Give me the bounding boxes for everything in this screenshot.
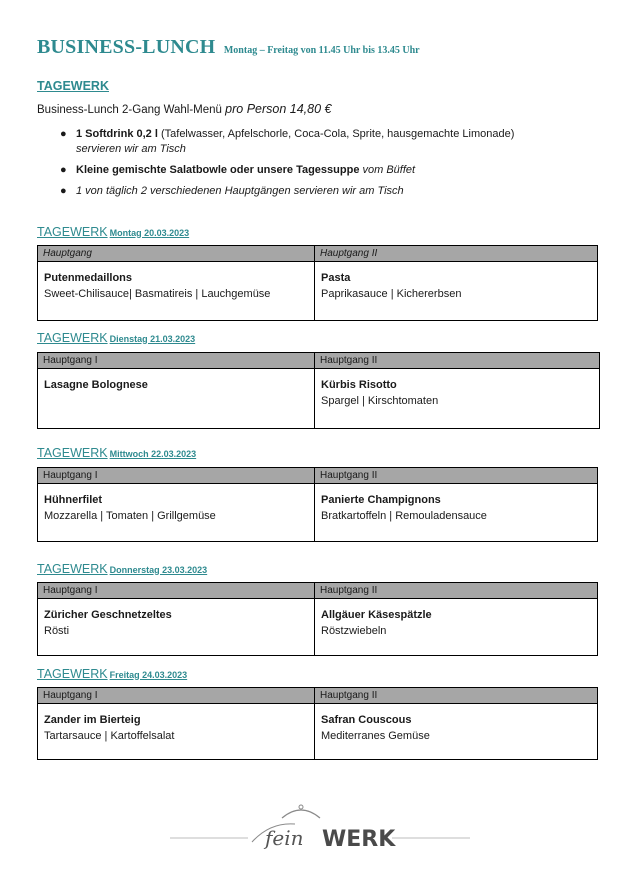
day-heading-monday (37, 223, 189, 241)
table-cell (315, 262, 598, 321)
bullet-italic: vom Büffet (359, 164, 416, 176)
menu-table-tuesday (37, 352, 600, 429)
bullet-dot-icon: ● (60, 185, 67, 197)
dish-sides: Spargel | Kirschtomaten (321, 395, 439, 407)
day-date: Freitag 24.03.2023 (109, 670, 188, 680)
dish-sides: Tartarsauce | Kartoffelsalat (44, 730, 175, 742)
menu-table-friday (37, 687, 598, 760)
menu-table-monday (37, 245, 598, 321)
menu-label: Business-Lunch 2-Gang Wahl-Menü (37, 104, 222, 116)
bullet-normal: (Tafelwasser, Apfelschorle, Coca-Cola, Sprite, hausgemachte Limonade) (157, 128, 515, 140)
bullet-dot-icon: ● (60, 128, 67, 140)
table-cell (38, 369, 315, 429)
dish-sides: Paprikasauce | Kichererbsen (321, 288, 462, 300)
table-header: Hauptgang II (315, 353, 600, 369)
day-heading-text: TAGEWERK (37, 667, 108, 681)
dish-sides: Sweet-Chilisauce| Basmatireis | Lauchgemüse (44, 288, 271, 300)
dish-name: Panierte Champignons (321, 494, 441, 506)
bullet-italic: servieren wir am Tisch (76, 143, 186, 155)
menu-table-wednesday (37, 467, 598, 542)
table-header: Hauptgang I (38, 583, 315, 599)
dish-sides: Röstzwiebeln (321, 625, 387, 637)
day-heading-friday (37, 665, 187, 683)
title-main: BUSINESS-LUNCH (37, 36, 216, 58)
bullet-bold: Kleine gemischte Salatbowle oder unsere Tagessuppe (76, 164, 360, 176)
table-header: Hauptgang II (315, 468, 598, 484)
menu-line (37, 102, 331, 116)
bullet-dot-icon: ● (60, 164, 67, 176)
intro-heading-text: TAGEWERK (37, 79, 109, 93)
table-header: Hauptgang II (315, 246, 598, 262)
day-heading-text: TAGEWERK (37, 225, 108, 239)
table-cell (38, 599, 315, 656)
logo-script-text: fein (265, 826, 304, 850)
day-heading-text: TAGEWERK (37, 562, 108, 576)
bullet-item (60, 163, 580, 178)
table-cell (315, 704, 598, 760)
table-header: Hauptgang I (38, 353, 315, 369)
dish-name: Pasta (321, 272, 351, 284)
table-cell (315, 599, 598, 656)
page-title (37, 36, 420, 59)
day-date: Dienstag 21.03.2023 (109, 334, 196, 344)
day-heading-tuesday (37, 329, 195, 347)
bullet-item (60, 184, 580, 199)
feinwerk-logo (170, 800, 470, 860)
bullet-item (60, 127, 580, 157)
bullet-italic: 1 von täglich 2 verschiedenen Hauptgängen servieren wir am Tisch (76, 185, 404, 197)
cloche-knob-icon (299, 805, 303, 809)
day-heading-text: TAGEWERK (37, 331, 108, 345)
table-cell (38, 704, 315, 760)
table-cell (38, 484, 315, 542)
menu-table-thursday (37, 582, 598, 656)
day-heading-text: TAGEWERK (37, 446, 108, 460)
bullet-list (60, 127, 580, 205)
day-heading-wednesday (37, 444, 196, 462)
dish-sides: Mediterranes Gemüse (321, 730, 430, 742)
dish-sides: Mozzarella | Tomaten | Grillgemüse (44, 510, 216, 522)
title-hours: Montag – Freitag von 11.45 Uhr bis 13.45 Uhr (223, 45, 420, 56)
dish-sides: Rösti (44, 625, 70, 637)
table-header: Hauptgang (38, 246, 315, 262)
table-cell (38, 262, 315, 321)
day-date: Montag 20.03.2023 (109, 228, 190, 238)
table-header: Hauptgang I (38, 688, 315, 704)
dish-name: Allgäuer Käsespätzle (321, 609, 432, 621)
table-header: Hauptgang II (315, 688, 598, 704)
intro-heading (37, 77, 109, 95)
dish-name: Kürbis Risotto (321, 379, 397, 391)
dish-sides: Bratkartoffeln | Remouladensauce (321, 510, 487, 522)
table-cell (315, 484, 598, 542)
table-header: Hauptgang II (315, 583, 598, 599)
dish-name: Safran Couscous (321, 714, 412, 726)
bullet-bold: 1 Softdrink 0,2 l (76, 128, 158, 140)
dish-name: Zander im Bierteig (44, 714, 141, 726)
day-date: Mittwoch 22.03.2023 (109, 449, 197, 459)
menu-price: pro Person 14,80 € (225, 102, 332, 116)
cloche-icon (282, 810, 320, 818)
table-cell (315, 369, 600, 429)
table-header: Hauptgang I (38, 468, 315, 484)
dish-name: Züricher Geschnetzeltes (44, 609, 172, 621)
logo-block-text: WERK (322, 827, 396, 852)
day-heading-thursday (37, 560, 207, 578)
dish-name: Putenmedaillons (44, 272, 133, 284)
dish-name: Lasagne Bolognese (44, 379, 148, 391)
day-date: Donnerstag 23.03.2023 (109, 565, 208, 575)
dish-name: Hühnerfilet (44, 494, 103, 506)
